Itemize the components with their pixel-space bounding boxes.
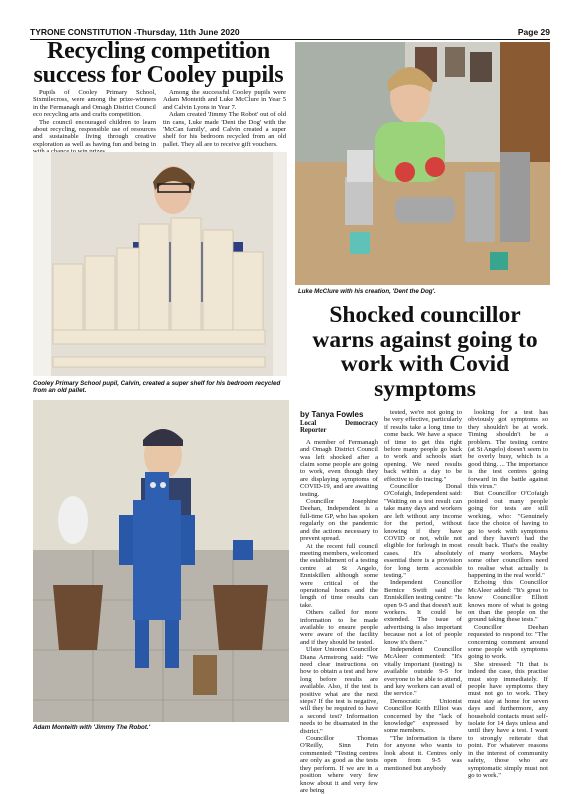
story2-headline: Shocked councillor warns against going to work with Covid symptoms <box>312 302 538 402</box>
paragraph: Councillor Donal O'Cofaigh, Independent said: "Waiting on a test result can take many days and workers are left without any income for the period, without knowing if they have COVID or not, while not eligible for furlough in most cases. It's absolutely essential there is a provision for long term accessible testing." <box>384 483 462 579</box>
paragraph: Others called for more information to be made available to ensure people were aware of the facility and if they should be tested. <box>300 609 378 646</box>
header-dateline: TYRONE CONSTITUTION -Thursday, 11th June 2020 <box>30 27 240 37</box>
story2-byline-title: Local Democracy Reporter <box>300 420 378 435</box>
caption-shelf: Cooley Primary School pupil, Calvin, created a super shelf for his bedroom recycled from an old pallet. <box>33 380 281 394</box>
boy-with-robot-photo <box>33 400 289 722</box>
paragraph: Councillor Thomas O'Reilly, Sinn Fein commented: "Testing centres are only as good as the tests they perform. If we are in a position where very few know about it and very few are being <box>300 735 378 794</box>
paragraph: Pupils of Cooley Primary School, Sixmilecross, were among the prize-winners in the Fermanagh and Omagh District Council eco recycling arts and crafts competition. <box>33 89 156 119</box>
paragraph: Adam created 'Jimmy The Robot' out of old tin cans, Luke made 'Dent the Dog' with the 'McCan family', and Calvin created a super shelf for his bedroom recycled from an old pallet. They all are to receive gift vouchers. <box>163 111 286 148</box>
paragraph: Democratic Unionist Councillor Keith Elliot was concerned by the "lack of knowledge" expressed by some members. <box>384 697 462 735</box>
paragraph: Independent Councillor Bernice Swift said the Enniskillen testing centre: "Is open 9-5 and that doesn't suit workers. It could be extended. The issue of advertising is also important because not a lot of people know it's there." <box>384 579 462 646</box>
paragraph: At the recent full council meeting members, welcomed the establishment of a testing centre at St Angelo, Enniskillen although some were critical of the operational hours and the length of time results can take. <box>300 542 378 609</box>
paragraph: tested, we're not going to be very effective, particularly if results take a long time to come back. We have a space of time to get this right before many people go back to work and schools start opening. We need results back within a day to be effective to do tracing." <box>384 409 462 483</box>
robot-photo-illustration <box>33 400 289 722</box>
paragraph: But Councillor O'Cofaigh pointed out many people going for tests are still working, who: "Genuinely face the choice of having to go to work with symptoms and they haven't had the result back. That's the reality of many workers. Maybe some other councillors need to realise what actually is happening in the real world." <box>468 490 548 579</box>
story1-headline: Recycling competition success for Cooley pupils <box>33 38 284 88</box>
paragraph: looking for a test has obviously got symptoms so they shouldn't be at work. Timing shouldn't be a problem. The testing centre (at St Angelo) doesn't seem to be overly busy, which is a good thing. ... The importance is the test centres going forward in the battle against this virus." <box>468 409 548 491</box>
story1-column-1 <box>33 89 156 156</box>
paragraph: Independent Councillor McAleer commented: "It's vitally important (testing) is available outside 9-5 for everyone to be able to attend, and key workers can avail of the service." <box>384 646 462 698</box>
paragraph: Councillor Josephine Deehan, Independent is a full-time GP, who has spoken regularly on the pandemic and the actions necessary to prevent spread. <box>300 498 378 543</box>
story2-column-1 <box>300 409 378 794</box>
paragraph: Among the successful Cooley pupils were Adam Monteith and Luke McClure in Year 5 and Calvin Lyons in Year 7. <box>163 89 286 111</box>
paragraph: Ulster Unionist Councillor Diana Armstrong said: "We need clear instructions on how to obtain a test and how long before results are available. Also, if the test is positive what are the next steps? If the test is negative, will they be required to have a second test? Information needs to be disamated in the district." <box>300 646 378 735</box>
paragraph: The council encouraged children to learn about recycling, responsible use of resources and sustainable living through creative exploration as well as having fun and being in <box>33 118 156 148</box>
caption-robot: Adam Monteith with 'Jimmy The Robot.' <box>33 724 151 731</box>
caption-dog: Luke McClure with his creation, 'Dent the Dog'. <box>298 288 436 295</box>
dog-photo-illustration <box>295 42 550 285</box>
paragraph: She stressed: "It that is indeed the case, this practise must stop immediately. If people have symptoms they must not go to work. They must stay at home for seven days and furthermore, any household contacts must self-isolate for 14 days unless and until they have a test. I want to strongly reiterate that point. For whatever reasons in the interest of community safety, those who are symptomatic simply must not go to work." <box>468 660 548 779</box>
paragraph: A member of Fermanagh and Omagh District Council was left shocked after a claim some people are going to work, even though they are displaying symptoms of COVID-19, and are awaiting testing. <box>300 438 378 498</box>
story2-byline: by Tanya Fowles <box>300 410 364 419</box>
paragraph: Echoing this Councillor McAleer added: "It's great to know Councillor Elliott knows more of what is going on than the people on the ground taking these tests." <box>468 579 548 624</box>
boy-with-dog-photo <box>295 42 550 285</box>
story2-column-2 <box>384 409 462 772</box>
header-page-number: Page 29 <box>517 27 550 37</box>
shelf-photo-illustration <box>33 152 287 376</box>
story1-column-2 <box>163 89 286 148</box>
story2-column-3 <box>468 409 548 779</box>
paragraph: Councillor Deehan requested to respond to: "The concerning comment around some people with symptoms going to work. <box>468 623 548 661</box>
paragraph: "The information is there for anyone who wants to look about it. Centres only open from 9-5 was mentioned but anybody <box>384 734 462 772</box>
boy-with-shelf-photo <box>33 152 287 376</box>
